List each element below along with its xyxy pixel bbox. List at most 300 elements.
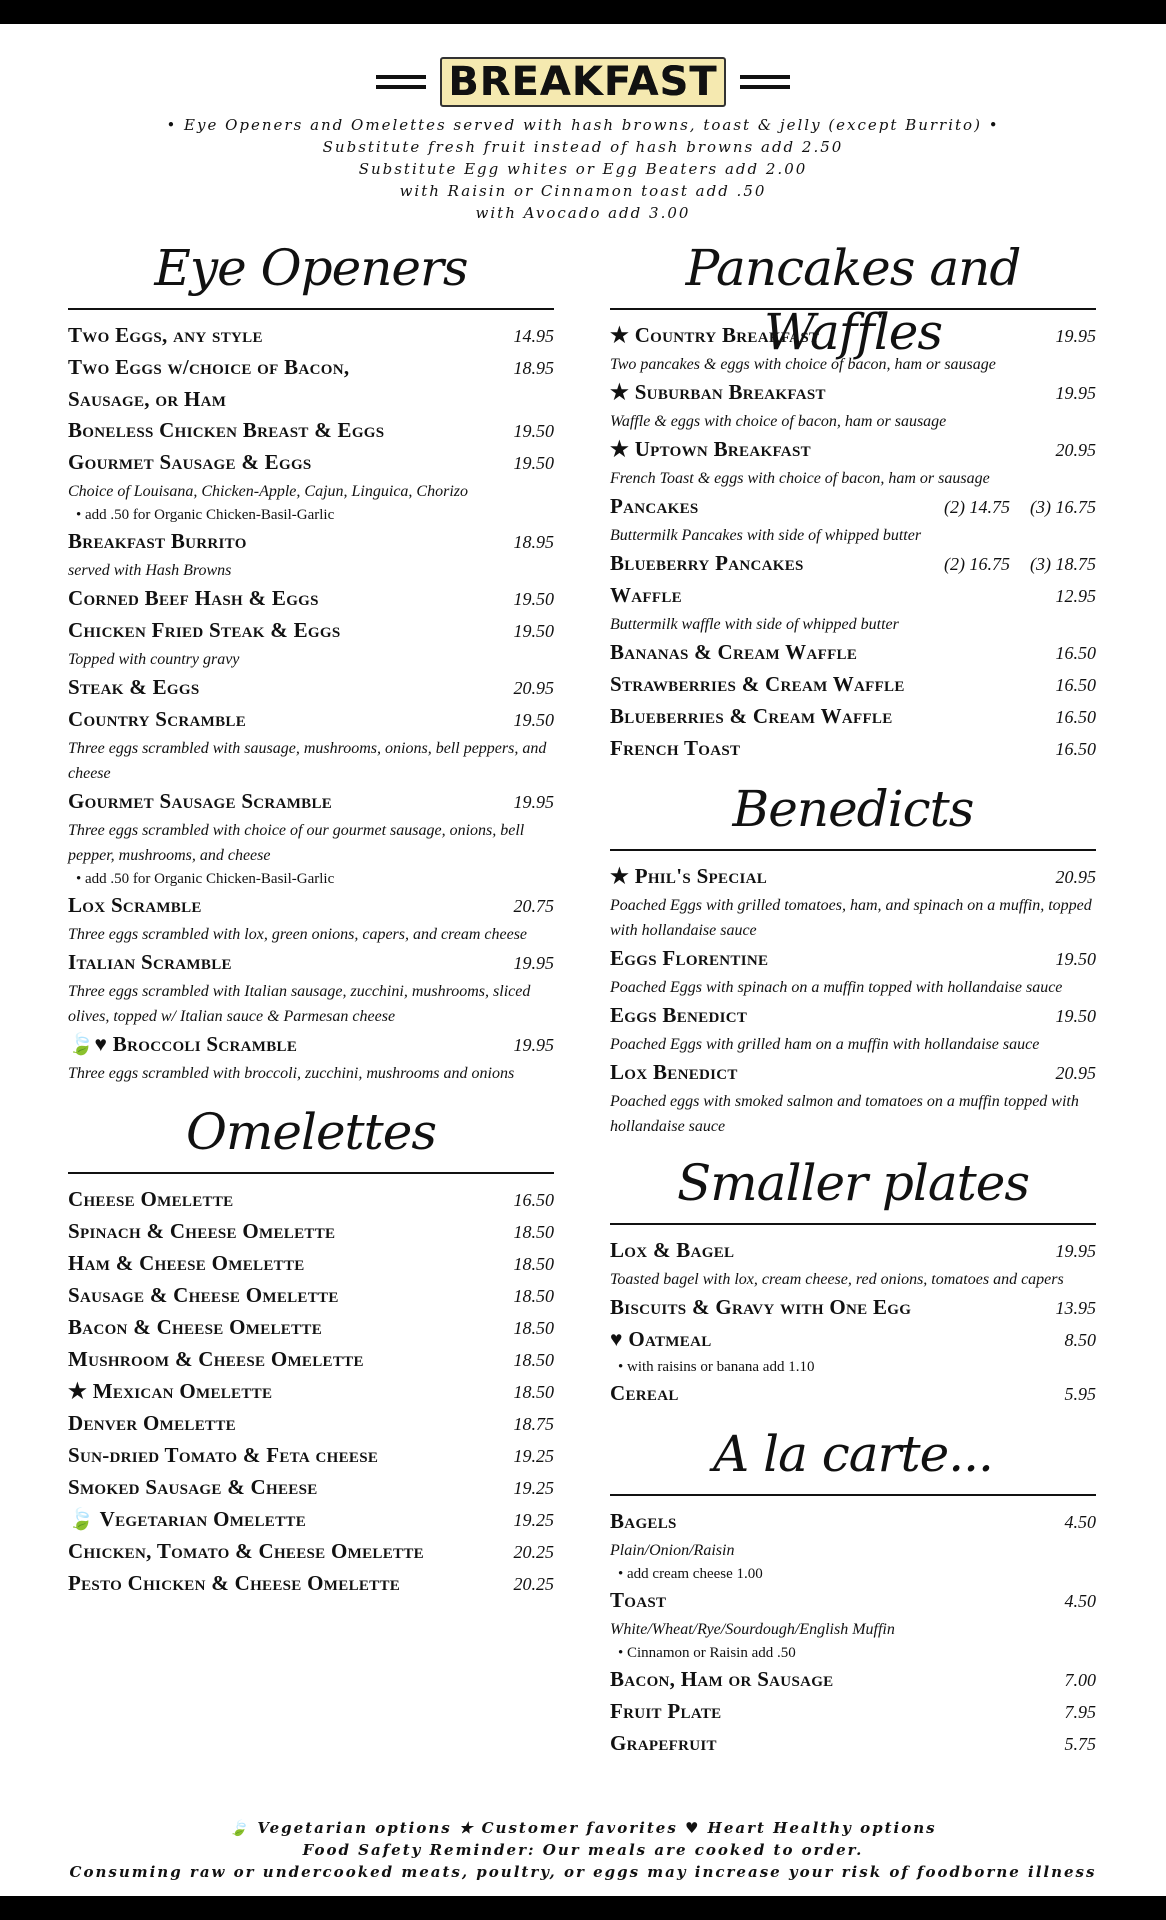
menu-item-row	[68, 704, 554, 736]
menu-item-price-group	[514, 1537, 555, 1568]
menu-item-description: Three eggs scrambled with choice of our gourmet sausage, onions, bell pepper, mushrooms, and cheese	[68, 822, 525, 864]
menu-item-price-group	[944, 492, 1096, 523]
menu-item-name-group	[68, 526, 247, 557]
menu-item-row	[610, 434, 1096, 466]
menu-item-price: 19.50	[513, 621, 554, 641]
menu-item-price: 4.50	[1064, 1512, 1096, 1532]
menu-badge-icon: 🍃	[68, 1507, 95, 1531]
section-benedicts	[610, 777, 1096, 1139]
menu-item-name-group	[610, 1696, 721, 1727]
menu-item-price: 19.50	[513, 453, 554, 473]
menu-item-name: Lox & Bagel	[610, 1238, 735, 1262]
section-divider	[68, 1172, 554, 1174]
menu-item-name: Mushroom & Cheese Omelette	[68, 1347, 364, 1371]
menu-item-name-group	[610, 733, 740, 764]
menu-item	[68, 1568, 554, 1600]
menu-item-row	[68, 1184, 554, 1216]
menu-item-price-group	[1065, 1379, 1097, 1410]
menu-item-name: Uptown Breakfast	[634, 437, 811, 461]
menu-item-name: Mexican Omelette	[92, 1379, 273, 1403]
menu-item	[68, 447, 554, 526]
menu-item-row	[68, 1472, 554, 1504]
menu-item-name: Gourmet Sausage Scramble	[68, 789, 333, 813]
menu-item-price: 5.95	[1064, 1384, 1096, 1404]
menu-item-name: Lox Scramble	[68, 893, 202, 917]
menu-item-price: 19.25	[513, 1446, 554, 1466]
menu-item-name: Sausage & Cheese Omelette	[68, 1283, 339, 1307]
menu-item	[610, 1378, 1096, 1410]
menu-item-price: 18.50	[513, 1318, 554, 1338]
menu-item-price-group	[1056, 944, 1097, 975]
menu-item-price: 19.95	[513, 1035, 554, 1055]
menu-item-name: Eggs Benedict	[610, 1003, 748, 1027]
menu-item	[610, 1000, 1096, 1057]
menu-item-row	[610, 669, 1096, 701]
menu-item-row	[68, 583, 554, 615]
item-list	[610, 861, 1096, 1139]
menu-item-price-group	[1056, 1236, 1097, 1267]
section-omelettes	[68, 1100, 554, 1600]
menu-item-row	[68, 1029, 554, 1061]
menu-item-name-group	[68, 1248, 305, 1279]
menu-item-description: Poached Eggs with grilled tomatoes, ham, and spinach on a muffin, topped with hollandaise sauce	[610, 897, 1092, 939]
item-list	[610, 320, 1096, 765]
section-divider	[610, 1494, 1096, 1496]
menu-item	[610, 669, 1096, 701]
menu-item-price-group	[944, 549, 1096, 580]
menu-item-price-group	[1065, 1697, 1097, 1728]
menu-item-row	[68, 1248, 554, 1280]
menu-item-name-group	[610, 491, 699, 522]
menu-item-price: 16.50	[513, 1190, 554, 1210]
menu-item	[610, 943, 1096, 1000]
menu-item	[68, 1184, 554, 1216]
menu-item-name: Eggs Florentine	[610, 946, 769, 970]
menu-item-price-group	[514, 1249, 555, 1280]
menu-item-name-group	[68, 1472, 318, 1503]
menu-item-price: 19.95	[1055, 383, 1096, 403]
menu-item	[68, 1029, 554, 1086]
menu-item-name-group	[68, 704, 246, 735]
menu-item-name-group	[68, 1504, 306, 1535]
menu-item-name-group	[68, 583, 319, 614]
menu-item	[68, 704, 554, 786]
menu-item-price: 18.50	[513, 1254, 554, 1274]
menu-item-price-group	[514, 705, 555, 736]
menu-item-price: 19.25	[513, 1478, 554, 1498]
menu-item-price-group	[514, 673, 555, 704]
menu-item-price: 18.50	[513, 1382, 554, 1402]
menu-item-name: Cheese Omelette	[68, 1187, 234, 1211]
menu-item-price: 16.50	[1055, 675, 1096, 695]
menu-item-name: Lox Benedict	[610, 1060, 738, 1084]
menu-item-name: Country Breakfast	[634, 323, 820, 347]
section-eye-openers	[68, 236, 554, 1086]
section-a-la-carte	[610, 1422, 1096, 1760]
menu-item-price: 20.25	[513, 1574, 554, 1594]
menu-item-price: 20.95	[513, 678, 554, 698]
note-line: with Avocado add 3.00	[475, 204, 691, 222]
menu-item-name-group	[610, 1000, 747, 1031]
menu-item-price-group	[514, 891, 555, 922]
menu-footer	[0, 1817, 1166, 1883]
menu-item	[610, 1664, 1096, 1696]
menu-item	[68, 1280, 554, 1312]
note-line: with Raisin or Cinnamon toast add .50	[399, 182, 767, 200]
menu-item-price: 14.95	[513, 326, 554, 346]
menu-item-name: Vegetarian Omelette	[99, 1507, 306, 1531]
menu-item-price-group	[1056, 638, 1097, 669]
menu-item-name: Spinach & Cheese Omelette	[68, 1219, 336, 1243]
menu-item-name: French Toast	[610, 736, 741, 760]
menu-item	[68, 384, 554, 415]
menu-item-name-group	[610, 943, 768, 974]
menu-item-price-group	[514, 1185, 555, 1216]
menu-item-price: 4.50	[1064, 1591, 1096, 1611]
menu-item-name-group	[610, 1235, 734, 1266]
menu-item-price: 20.95	[1055, 440, 1096, 460]
menu-item-price-group	[1056, 435, 1097, 466]
item-list	[68, 320, 554, 1086]
menu-item-price-group	[1056, 702, 1097, 733]
menu-item-price: 12.95	[1055, 586, 1096, 606]
note-line: Substitute fresh fruit instead of hash browns add 2.50	[322, 138, 844, 156]
menu-item-name-group	[610, 701, 893, 732]
food-safety-line: Food Safety Reminder: Our meals are cooked to order.	[302, 1841, 864, 1859]
menu-item	[68, 583, 554, 615]
menu-item	[610, 1696, 1096, 1728]
menu-item	[610, 1585, 1096, 1664]
menu-item-name-group	[610, 1378, 679, 1409]
menu-item-name: Blueberry Pancakes	[610, 551, 804, 575]
menu-item-price-group	[514, 1030, 555, 1061]
menu-item	[68, 1312, 554, 1344]
menu-item-name: Gourmet Sausage & Eggs	[68, 450, 312, 474]
menu-item	[68, 1440, 554, 1472]
menu-item-description: Buttermilk Pancakes with side of whipped butter	[610, 527, 922, 544]
menu-item-row	[610, 1728, 1096, 1760]
menu-item-row	[610, 1057, 1096, 1089]
menu-item-row	[68, 1568, 554, 1600]
menu-item-description: Three eggs scrambled with lox, green onions, capers, and cream cheese	[68, 926, 528, 943]
menu-item	[68, 615, 554, 672]
menu-item-row	[68, 1376, 554, 1408]
menu-item-name-group	[610, 1585, 666, 1616]
menu-item-row	[68, 1344, 554, 1376]
menu-item-name: Chicken Fried Steak & Eggs	[68, 618, 341, 642]
menu-item-row	[610, 1585, 1096, 1617]
section-title: Pancakes and Waffles	[685, 239, 1021, 361]
menu-item-row	[610, 733, 1096, 765]
menu-item-price: 19.50	[513, 589, 554, 609]
menu-item-name-group	[68, 1280, 339, 1311]
menu-item-name-group	[610, 1324, 712, 1355]
menu-item	[68, 1408, 554, 1440]
menu-notes	[0, 114, 1166, 224]
menu-item-row	[68, 415, 554, 447]
menu-item	[68, 1472, 554, 1504]
menu-item-price-group	[514, 1441, 555, 1472]
menu-item-name-group	[610, 1728, 717, 1759]
menu-item	[610, 1506, 1096, 1585]
menu-item-name: Waffle	[610, 583, 682, 607]
menu-item-description: Three eggs scrambled with broccoli, zucchini, mushrooms and onions	[68, 1065, 515, 1082]
menu-item-price-group	[514, 948, 555, 979]
menu-item-name-group	[610, 1506, 677, 1537]
menu-item-addon: • add .50 for Organic Chicken-Basil-Garlic	[76, 507, 335, 523]
item-list	[610, 1235, 1096, 1410]
menu-item-name-group	[610, 320, 819, 351]
menu-item-name: Smoked Sausage & Cheese	[68, 1475, 318, 1499]
menu-item-price: 20.25	[513, 1542, 554, 1562]
menu-item-name: Chicken, Tomato & Cheese Omelette	[68, 1539, 424, 1563]
menu-item-row	[68, 1280, 554, 1312]
section-title: A la carte...	[713, 1425, 993, 1483]
menu-item-row	[610, 1506, 1096, 1538]
menu-item-row	[610, 377, 1096, 409]
menu-item	[68, 320, 554, 352]
menu-item-row	[68, 1536, 554, 1568]
menu-item-name-group	[68, 1568, 400, 1599]
menu-item-name: Italian Scramble	[68, 950, 232, 974]
menu-item-price: 16.50	[1055, 643, 1096, 663]
menu-item-name: Two Eggs w/choice of Bacon,	[68, 355, 350, 379]
menu-item-price: (2) 16.75	[944, 554, 1010, 574]
menu-item-price: 7.95	[1064, 1702, 1096, 1722]
menu-item-price-group	[514, 353, 555, 384]
menu-item-addon: • add cream cheese 1.00	[618, 1566, 763, 1582]
menu-item-name-group	[68, 320, 263, 351]
menu-item-price: 18.50	[513, 1222, 554, 1242]
menu-item-price-group	[514, 1217, 555, 1248]
menu-item-name: Cereal	[610, 1381, 679, 1405]
menu-item-description: White/Wheat/Rye/Sourdough/English Muffin	[610, 1621, 895, 1638]
menu-item-addon: • with raisins or banana add 1.10	[618, 1359, 815, 1375]
menu-item-name-group	[68, 1408, 236, 1439]
menu-item-name: Bacon, Ham or Sausage	[610, 1667, 834, 1691]
menu-item	[68, 1376, 554, 1408]
menu-item-price: 18.50	[513, 1286, 554, 1306]
menu-item	[610, 1057, 1096, 1139]
menu-item-description: Three eggs scrambled with sausage, mushrooms, onions, bell peppers, and cheese	[68, 740, 547, 782]
menu-item-price-group	[514, 1377, 555, 1408]
menu-item-price-group	[514, 1505, 555, 1536]
menu-item-price: 20.75	[513, 896, 554, 916]
menu-item-row	[68, 320, 554, 352]
menu-item-price: 19.50	[513, 710, 554, 730]
menu-item	[610, 491, 1096, 548]
menu-item-price: 19.95	[513, 792, 554, 812]
menu-item-price-group	[1065, 1729, 1097, 1760]
menu-item-name-group	[68, 615, 341, 646]
menu-title: BREAKFAST	[440, 57, 725, 107]
menu-item-row	[610, 943, 1096, 975]
section-divider	[610, 1223, 1096, 1225]
menu-item-name-group	[68, 1376, 272, 1407]
menu-item-price: 18.50	[513, 1350, 554, 1370]
menu-item-price: 18.95	[513, 358, 554, 378]
menu-header	[0, 56, 1166, 224]
item-list	[68, 1184, 554, 1600]
menu-item	[610, 1235, 1096, 1292]
menu-item-name-group	[68, 947, 232, 978]
menu-item	[68, 1536, 554, 1568]
menu-item-name: Breakfast Burrito	[68, 529, 247, 553]
menu-item-name-group	[610, 861, 767, 892]
menu-item-row	[68, 890, 554, 922]
menu-item-name: Bananas & Cream Waffle	[610, 640, 858, 664]
menu-item-price-group	[514, 321, 555, 352]
menu-item-name-group	[68, 1344, 364, 1375]
menu-item	[68, 947, 554, 1029]
menu-item-name: Pancakes	[610, 494, 699, 518]
menu-item-row	[610, 1696, 1096, 1728]
menu-badge-icon: ★	[68, 1379, 88, 1403]
menu-item-name: Bagels	[610, 1509, 677, 1533]
menu-item-price-group	[514, 1345, 555, 1376]
menu-item-price-group	[514, 1409, 555, 1440]
menu-item-row	[610, 1324, 1096, 1356]
menu-item-name: Corned Beef Hash & Eggs	[68, 586, 319, 610]
menu-item-price-group	[1065, 1507, 1097, 1538]
menu-item-price: 8.50	[1064, 1330, 1096, 1350]
menu-badge-icon: ★	[610, 323, 630, 347]
menu-item-row	[68, 1504, 554, 1536]
menu-item-name-group	[610, 1057, 738, 1088]
menu-item-price-alt: (3) 18.75	[1030, 554, 1096, 574]
menu-item-row	[610, 701, 1096, 733]
menu-item	[610, 1728, 1096, 1760]
menu-item-name-group	[68, 1184, 233, 1215]
menu-item	[610, 434, 1096, 491]
menu-item-price: 19.95	[513, 953, 554, 973]
menu-item-price: 19.50	[513, 421, 554, 441]
menu-item	[610, 580, 1096, 637]
menu-badge-icon: ★	[610, 380, 630, 404]
menu-item-row	[610, 491, 1096, 523]
menu-item-description: Topped with country gravy	[68, 651, 240, 668]
menu-item-name-group	[68, 1536, 424, 1567]
menu-item-description: Choice of Louisana, Chicken-Apple, Cajun, Linguica, Chorizo	[68, 483, 468, 500]
menu-item-row	[68, 1408, 554, 1440]
section-divider	[610, 849, 1096, 851]
menu-item	[68, 415, 554, 447]
menu-item-price-group	[1056, 670, 1097, 701]
menu-item-name-group	[68, 352, 349, 383]
menu-item-name-group	[610, 377, 826, 408]
menu-item-name-group	[610, 580, 682, 611]
menu-item-price: 5.75	[1064, 1734, 1096, 1754]
menu-item-price-group	[1056, 378, 1097, 409]
menu-item-name-group	[68, 786, 332, 817]
menu-item	[610, 1292, 1096, 1324]
menu-item	[68, 352, 554, 384]
menu-item-name: Sun-dried Tomato & Feta cheese	[68, 1443, 379, 1467]
menu-item-price: 18.95	[513, 532, 554, 552]
menu-item-row	[610, 548, 1096, 580]
menu-item-name-group	[68, 1216, 335, 1247]
menu-item-price: 20.95	[1055, 1063, 1096, 1083]
menu-badge-icon: ★	[610, 864, 630, 888]
menu-item-price-group	[514, 416, 555, 447]
menu-item	[68, 1344, 554, 1376]
menu-item-price: 16.50	[1055, 739, 1096, 759]
title-row	[0, 56, 1166, 108]
menu-item-price-group	[514, 584, 555, 615]
food-safety-warning: Consuming raw or undercooked meats, poultry, or eggs may increase your risk of foodborne illness	[69, 1863, 1097, 1881]
menu-item-row	[68, 786, 554, 818]
menu-item-price-group	[514, 616, 555, 647]
menu-item-price-alt: (3) 16.75	[1030, 497, 1096, 517]
menu-item-price-group	[1056, 1058, 1097, 1089]
menu-item-price: 19.95	[1055, 1241, 1096, 1261]
section-title: Smaller plates	[677, 1154, 1029, 1212]
menu-item-name: Broccoli Scramble	[112, 1032, 298, 1056]
title-decoration-left	[376, 75, 426, 89]
section-title: Benedicts	[732, 780, 974, 838]
menu-item-name: Blueberries & Cream Waffle	[610, 704, 893, 728]
menu-item	[68, 672, 554, 704]
menu-item-name-group	[68, 1029, 297, 1060]
menu-item-description: Poached Eggs with grilled ham on a muffin with hollandaise sauce	[610, 1036, 1040, 1053]
menu-item-name-group	[68, 415, 384, 446]
menu-item-row	[610, 637, 1096, 669]
menu-item-name-group	[610, 434, 811, 465]
menu-item	[610, 861, 1096, 943]
menu-item-name-group	[610, 1664, 834, 1695]
menu-item-row	[610, 1378, 1096, 1410]
menu-item-description: Poached eggs with smoked salmon and tomatoes on a muffin topped with hollandaise sauce	[610, 1093, 1079, 1135]
menu-item-row	[610, 1000, 1096, 1032]
menu-item-price: 19.25	[513, 1510, 554, 1530]
menu-item-price-group	[1056, 1001, 1097, 1032]
section-smaller-plates	[610, 1151, 1096, 1410]
menu-item-price: 7.00	[1064, 1670, 1096, 1690]
menu-item-price: 19.50	[1055, 1006, 1096, 1026]
menu-item-price-group	[1056, 862, 1097, 893]
menu-item-price: 16.50	[1055, 707, 1096, 727]
note-line: Substitute Egg whites or Egg Beaters add 2.00	[358, 160, 808, 178]
menu-item-price-group	[514, 1281, 555, 1312]
menu-badge-icon: 🍃♥	[68, 1032, 108, 1056]
left-column	[68, 236, 554, 1600]
menu-item-name: Denver Omelette	[68, 1411, 236, 1435]
menu-item-name-group	[68, 890, 202, 921]
menu-item-description: Buttermilk waffle with side of whipped butter	[610, 616, 899, 633]
menu-item-row	[68, 384, 554, 415]
menu-item-name: Phil's Special	[634, 864, 768, 888]
menu-item-price-group	[514, 1473, 555, 1504]
menu-item-price: 19.95	[1055, 326, 1096, 346]
item-list	[610, 1506, 1096, 1760]
menu-item-name: Fruit Plate	[610, 1699, 722, 1723]
menu-item-row	[610, 1664, 1096, 1696]
menu-item	[68, 1248, 554, 1280]
menu-item-row	[68, 447, 554, 479]
menu-item-price-group	[514, 448, 555, 479]
menu-item-name: Boneless Chicken Breast & Eggs	[68, 418, 385, 442]
menu-item	[610, 1324, 1096, 1378]
menu-item-price-group	[1056, 581, 1097, 612]
menu-item-name: Toast	[610, 1588, 667, 1612]
menu-item-row	[68, 526, 554, 558]
menu-item-name-group	[610, 637, 857, 668]
menu-item-name-group	[610, 669, 905, 700]
menu-item	[610, 377, 1096, 434]
menu-item-name: Oatmeal	[628, 1327, 712, 1351]
menu-item-row	[610, 861, 1096, 893]
menu-item-price-group	[1065, 1665, 1097, 1696]
